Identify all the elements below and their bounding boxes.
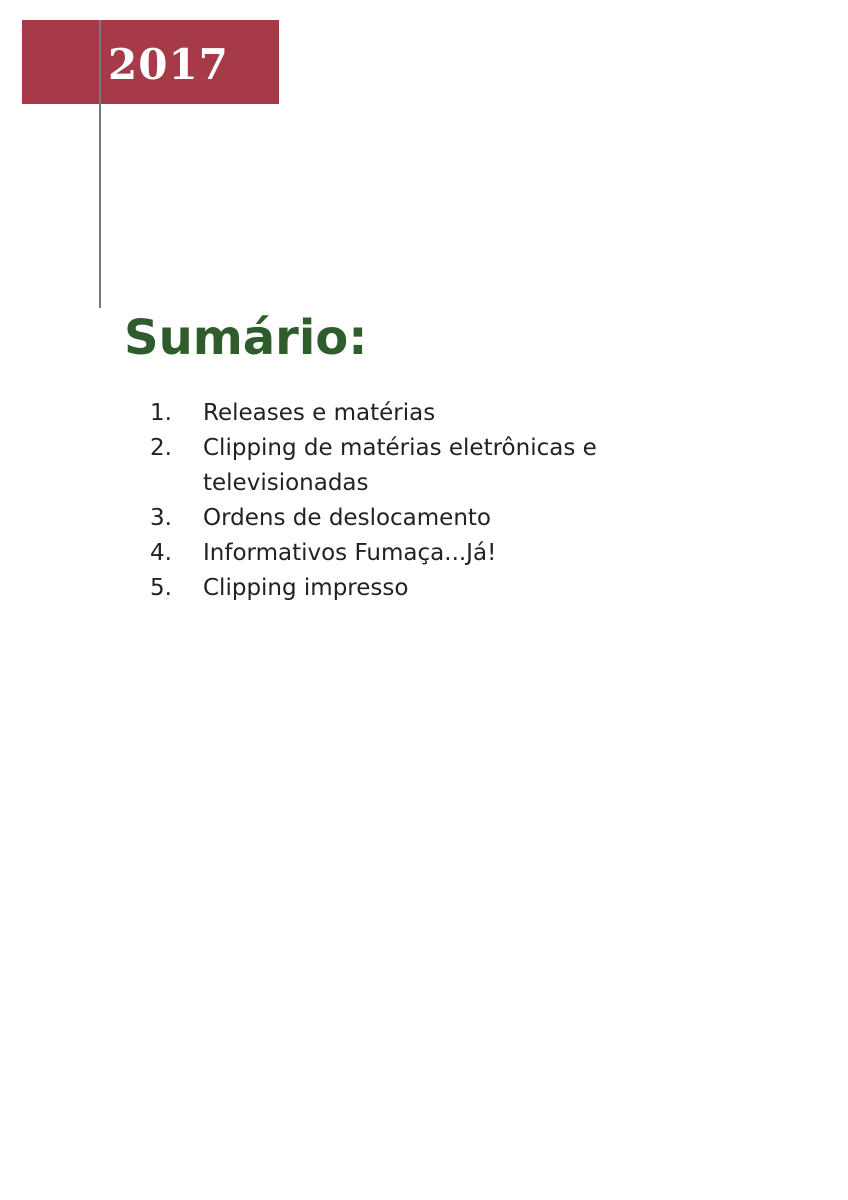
toc-item-number: 2.	[150, 435, 172, 461]
toc-item-number: 1.	[150, 400, 172, 426]
toc-item-number: 5.	[150, 575, 172, 601]
toc-item-label: Releases e matérias	[203, 400, 436, 426]
toc-item-number: 3.	[150, 505, 172, 531]
year-label: 2017	[108, 40, 229, 89]
toc-item-label: Clipping impresso	[203, 575, 409, 601]
toc-item-label: Ordens de deslocamento	[203, 505, 491, 531]
toc-item	[150, 501, 710, 536]
toc-title: Sumário:	[124, 310, 368, 366]
vertical-divider	[99, 20, 101, 308]
toc-item	[150, 396, 710, 431]
toc-item-number: 4.	[150, 540, 172, 566]
toc-item	[150, 536, 710, 571]
toc-item-label: Informativos Fumaça...Já!	[203, 540, 497, 566]
toc-item	[150, 431, 710, 501]
toc-list	[150, 396, 710, 606]
toc-item	[150, 571, 710, 606]
toc-item-label: Clipping de matérias eletrônicas e televisionadas	[203, 435, 597, 496]
